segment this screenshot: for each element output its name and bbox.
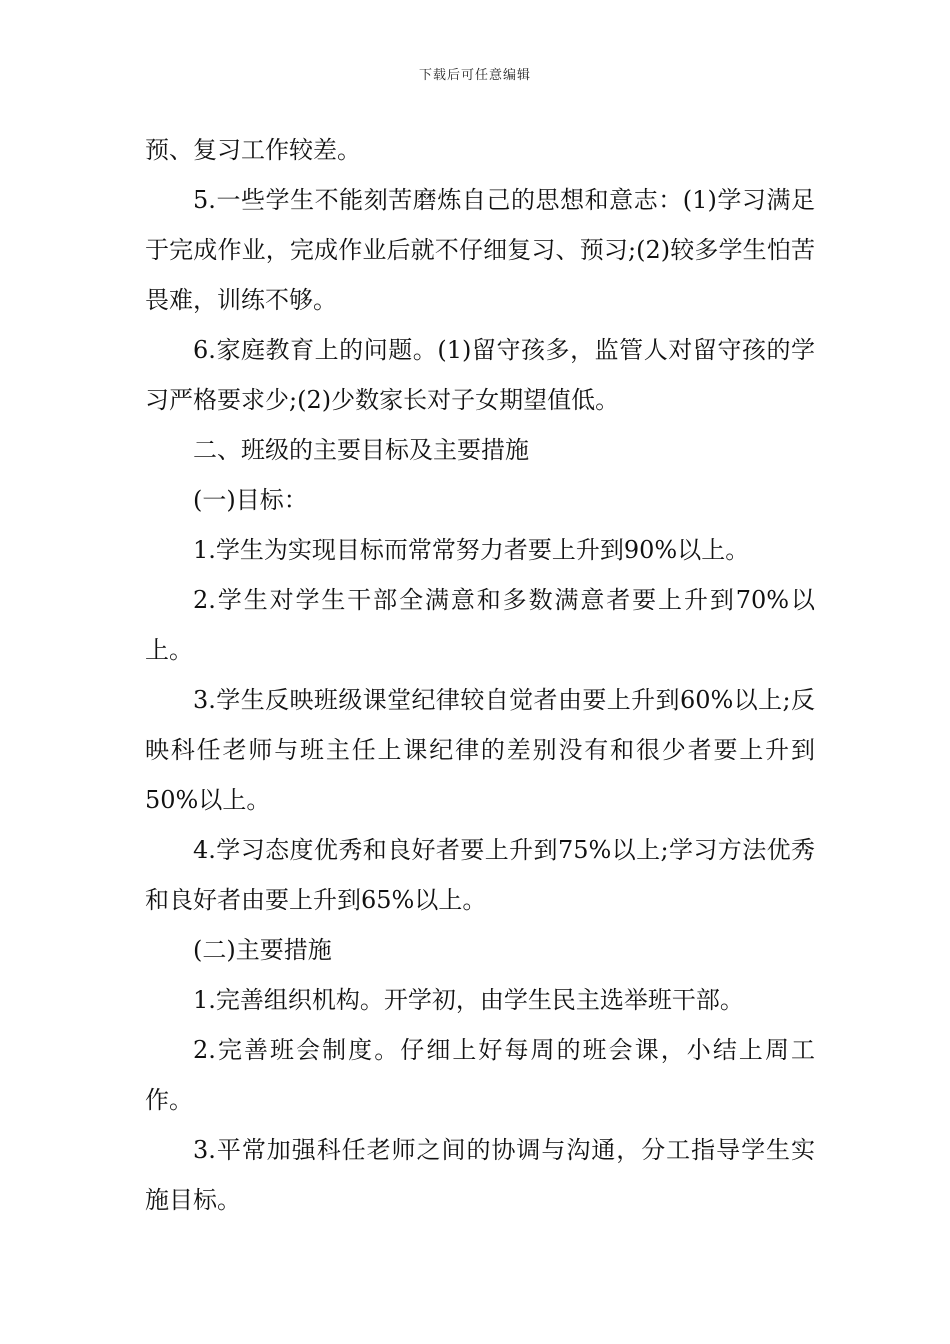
paragraph: 5.一些学生不能刻苦磨炼自己的思想和意志：(1)学习满足于完成作业，完成作业后就不仔细复习、预习;(2)较多学生怕苦畏难，训练不够。 (145, 186, 815, 314)
paragraph: 预、复习工作较差。 (145, 136, 361, 164)
paragraph: 2.完善班会制度。仔细上好每周的班会课，小结上周工作。 (145, 1036, 815, 1114)
page-header: 下载后可任意编辑 (418, 68, 531, 83)
document-body (145, 125, 815, 1225)
paragraph: 3.平常加强科任老师之间的协调与沟通，分工指导学生实施目标。 (145, 1136, 815, 1214)
paragraph: 1.学生为实现目标而常常努力者要上升到90%以上。 (193, 536, 750, 564)
paragraph: 2.学生对学生干部全满意和多数满意者要上升到70%以上。 (145, 586, 815, 664)
paragraph: 1.完善组织机构。开学初，由学生民主选举班干部。 (193, 986, 744, 1014)
section-heading: 二、班级的主要目标及主要措施 (193, 436, 529, 464)
paragraph: 6.家庭教育上的问题。(1)留守孩多，监管人对留守孩的学习严格要求少;(2)少数家长对子女期望值低。 (145, 336, 815, 414)
subsection-heading: (二)主要措施 (193, 936, 332, 964)
paragraph: 4.学习态度优秀和良好者要上升到75%以上;学习方法优秀和良好者由要上升到65%以上。 (145, 836, 815, 914)
subsection-heading: (一)目标： (193, 486, 308, 514)
paragraph: 3.学生反映班级课堂纪律较自觉者由要上升到60%以上;反映科任老师与班主任上课纪律的差别没有和很少者要上升到50%以上。 (145, 686, 815, 814)
